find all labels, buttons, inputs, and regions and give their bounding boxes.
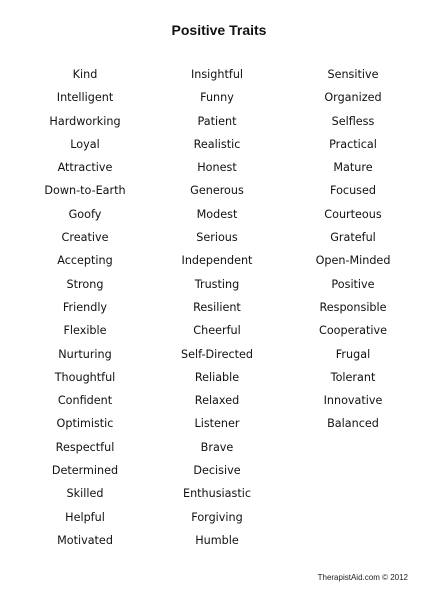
trait-item: Forgiving bbox=[191, 510, 243, 524]
trait-item: Selfless bbox=[331, 114, 375, 128]
trait-item: Tolerant bbox=[330, 370, 376, 384]
trait-item: Flexible bbox=[63, 324, 107, 338]
trait-item: Self-Directed bbox=[181, 347, 253, 361]
trait-item: Sensitive bbox=[327, 68, 379, 81]
trait-item: Resilient bbox=[193, 300, 241, 314]
trait-item: Mature bbox=[333, 161, 373, 175]
trait-column-1 bbox=[20, 66, 150, 555]
trait-item: Patient bbox=[197, 114, 237, 128]
trait-item: Hardworking bbox=[49, 114, 121, 128]
trait-item: Insightful bbox=[190, 68, 244, 81]
trait-item: Responsible bbox=[319, 300, 387, 314]
trait-item: Realistic bbox=[193, 137, 241, 151]
trait-item: Optimistic bbox=[56, 417, 114, 431]
trait-item: Decisive bbox=[193, 464, 241, 478]
trait-item: Determined bbox=[51, 464, 119, 478]
trait-item: Brave bbox=[200, 440, 234, 454]
trait-item: Courteous bbox=[324, 207, 382, 221]
trait-item: Listener bbox=[194, 417, 240, 431]
trait-item: Cooperative bbox=[319, 324, 387, 338]
trait-item: Nurturing bbox=[58, 347, 112, 361]
trait-item: Skilled bbox=[66, 487, 104, 501]
trait-item: Enthusiastic bbox=[183, 487, 251, 501]
trait-item: Balanced bbox=[327, 417, 379, 431]
trait-item: Confident bbox=[57, 394, 113, 408]
copyright-footer: TherapistAid.com © 2012 bbox=[317, 573, 408, 582]
trait-item: Kind bbox=[72, 68, 98, 81]
trait-item: Grateful bbox=[330, 231, 376, 245]
trait-item: Humble bbox=[195, 533, 239, 547]
trait-item: Respectful bbox=[55, 440, 115, 454]
trait-item: Cheerful bbox=[193, 324, 241, 338]
trait-item: Helpful bbox=[65, 510, 105, 524]
trait-item: Positive bbox=[331, 277, 375, 291]
trait-item: Thoughtful bbox=[54, 370, 116, 384]
page-title: Positive Traits bbox=[171, 22, 267, 38]
trait-item: Motivated bbox=[57, 533, 113, 547]
trait-item: Trusting bbox=[194, 277, 240, 291]
trait-item: Practical bbox=[329, 137, 377, 151]
trait-item: Innovative bbox=[323, 394, 383, 408]
trait-item: Focused bbox=[330, 184, 376, 198]
trait-item: Attractive bbox=[57, 161, 113, 175]
trait-item: Funny bbox=[200, 91, 234, 105]
trait-item: Modest bbox=[196, 207, 238, 221]
trait-item: Reliable bbox=[194, 370, 240, 384]
trait-column-2 bbox=[152, 66, 282, 555]
trait-item: Open-Minded bbox=[315, 254, 391, 268]
trait-item: Organized bbox=[324, 91, 382, 105]
trait-item: Loyal bbox=[70, 137, 100, 151]
trait-item: Independent bbox=[181, 254, 253, 268]
trait-item: Generous bbox=[190, 184, 244, 198]
trait-item: Relaxed bbox=[194, 394, 240, 408]
trait-column-3 bbox=[288, 66, 418, 439]
trait-item: Frugal bbox=[335, 347, 371, 361]
trait-item: Serious bbox=[196, 231, 238, 245]
trait-item: Creative bbox=[61, 231, 109, 245]
trait-item: Down-to-Earth bbox=[44, 184, 126, 198]
trait-item: Friendly bbox=[62, 300, 108, 314]
trait-item: Honest bbox=[197, 161, 237, 175]
trait-item: Strong bbox=[66, 277, 104, 291]
trait-item: Accepting bbox=[57, 254, 113, 268]
trait-item: Intelligent bbox=[56, 91, 114, 105]
trait-item: Goofy bbox=[68, 207, 102, 221]
